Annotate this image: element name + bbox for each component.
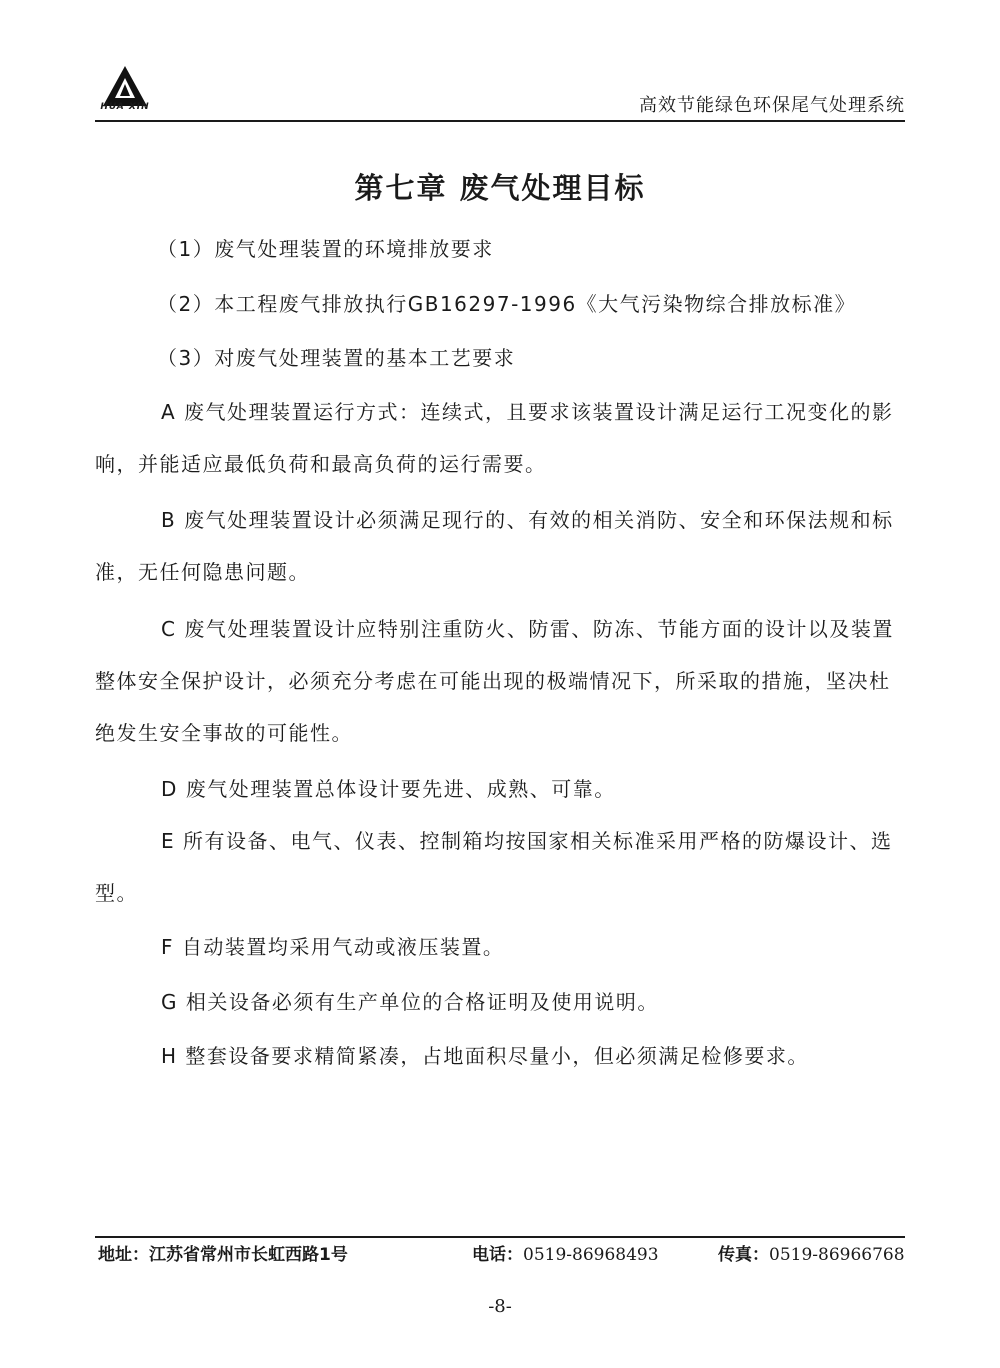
chapter-title: 第七章 废气处理目标 — [354, 171, 646, 205]
address-label: 地址： — [98, 1245, 149, 1265]
paragraph-c: C 废气处理装置设计应特别注重防火、防雷、防冻、节能方面的设计以及装置整体安全保护设计，必须充分考虑在可能出现的极端情况下，所采取的措施，坚决杜绝发生安全事故的可能性。 — [95, 617, 894, 745]
paragraph-f: F 自动装置均采用气动或液压装置。 — [161, 935, 505, 959]
header-title: 高效节能绿色环保尾气处理系统 — [639, 95, 905, 116]
paragraph-g: G 相关设备必须有生产单位的合格证明及使用说明。 — [161, 990, 659, 1014]
phone-value: 0519-86968493 — [523, 1245, 659, 1265]
header-divider — [95, 120, 905, 122]
paragraph-b: B 废气处理装置设计必须满足现行的、有效的相关消防、安全和环保法规和标准，无任何隐患问题。 — [95, 508, 894, 584]
paragraph-d: D 废气处理装置总体设计要先进、成熟、可靠。 — [161, 777, 616, 801]
paragraph-e: E 所有设备、电气、仪表、控制箱均按国家相关标准采用严格的防爆设计、选型。 — [95, 829, 893, 905]
fax-label: 传真： — [718, 1245, 769, 1265]
address-value: 江苏省常州市长虹西路1号 — [149, 1245, 348, 1265]
page-header — [95, 60, 905, 122]
fax-value: 0519-86966768 — [769, 1245, 905, 1265]
phone-label: 电话： — [472, 1245, 523, 1265]
footer-phone — [472, 1240, 659, 1265]
footer-divider — [95, 1236, 905, 1238]
list-item: （1）废气处理装置的环境排放要求 — [157, 237, 494, 261]
footer-fax — [718, 1240, 905, 1265]
list-item: （3）对废气处理装置的基本工艺要求 — [157, 346, 516, 370]
footer-address — [98, 1240, 348, 1265]
logo-text: HUA XIN — [100, 102, 150, 112]
paragraph-a: A 废气处理装置运行方式：连续式，且要求该装置设计满足运行工况变化的影响，并能适应最低负荷和最高负荷的运行需要。 — [95, 400, 894, 476]
page-number: -8- — [488, 1296, 512, 1317]
list-item: （2）本工程废气排放执行GB16297-1996《大气污染物综合排放标准》 — [157, 292, 857, 316]
paragraph-h: H 整套设备要求精简紧凑，占地面积尽量小，但必须满足检修要求。 — [161, 1044, 809, 1068]
